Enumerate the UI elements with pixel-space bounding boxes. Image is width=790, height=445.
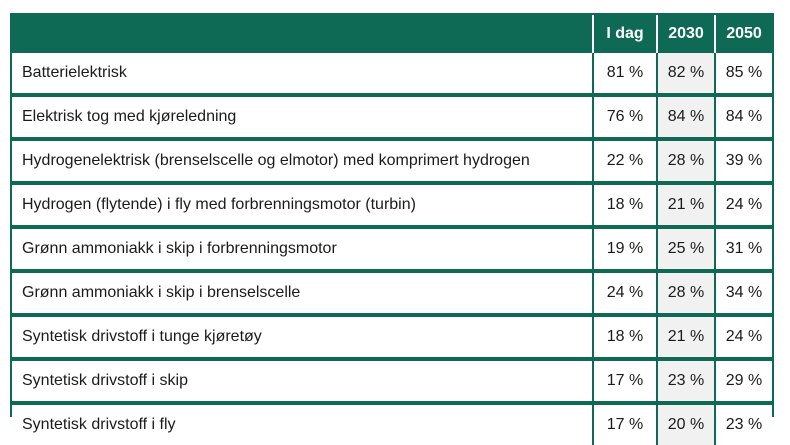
value-today: 24 % (592, 269, 656, 313)
value-2030: 84 % (656, 93, 714, 137)
row-label: Syntetisk drivstoff i skip (12, 357, 592, 401)
efficiency-table-frame (10, 13, 774, 433)
value-2030: 20 % (656, 401, 714, 445)
value-2030: 21 % (656, 181, 714, 225)
value-today: 18 % (592, 313, 656, 357)
header-2050: 2050 (714, 15, 772, 53)
row-label: Hydrogen (flytende) i fly med forbrenningsmotor (turbin) (12, 181, 592, 225)
table-row (12, 181, 772, 225)
table-header-row (12, 15, 772, 53)
row-label: Syntetisk drivstoff i tunge kjøretøy (12, 313, 592, 357)
table-row (12, 93, 772, 137)
value-2050: 85 % (714, 53, 772, 93)
value-2050: 29 % (714, 357, 772, 401)
value-2030: 21 % (656, 313, 714, 357)
value-2030: 28 % (656, 137, 714, 181)
row-label: Batterielektrisk (12, 53, 592, 93)
table-row (12, 313, 772, 357)
value-today: 17 % (592, 401, 656, 445)
table-row (12, 401, 772, 445)
row-label: Hydrogenelektrisk (brenselscelle og elmotor) med komprimert hydrogen (12, 137, 592, 181)
value-2030: 82 % (656, 53, 714, 93)
table-row (12, 357, 772, 401)
table-row (12, 137, 772, 181)
value-today: 76 % (592, 93, 656, 137)
header-2030: 2030 (656, 15, 714, 53)
value-2050: 84 % (714, 93, 772, 137)
table-row (12, 225, 772, 269)
value-today: 81 % (592, 53, 656, 93)
value-2050: 24 % (714, 313, 772, 357)
value-2050: 23 % (714, 401, 772, 445)
value-today: 18 % (592, 181, 656, 225)
row-label: Elektrisk tog med kjøreledning (12, 93, 592, 137)
header-label-column (12, 15, 592, 53)
header-today: I dag (592, 15, 656, 53)
value-today: 19 % (592, 225, 656, 269)
row-label: Grønn ammoniakk i skip i brenselscelle (12, 269, 592, 313)
value-2030: 23 % (656, 357, 714, 401)
value-2050: 31 % (714, 225, 772, 269)
value-2050: 24 % (714, 181, 772, 225)
value-today: 22 % (592, 137, 656, 181)
value-2030: 25 % (656, 225, 714, 269)
table-row (12, 269, 772, 313)
value-2030: 28 % (656, 269, 714, 313)
value-2050: 34 % (714, 269, 772, 313)
value-today: 17 % (592, 357, 656, 401)
table-row (12, 53, 772, 93)
value-2050: 39 % (714, 137, 772, 181)
row-label: Grønn ammoniakk i skip i forbrenningsmotor (12, 225, 592, 269)
efficiency-table (12, 15, 772, 445)
row-label: Syntetisk drivstoff i fly (12, 401, 592, 445)
